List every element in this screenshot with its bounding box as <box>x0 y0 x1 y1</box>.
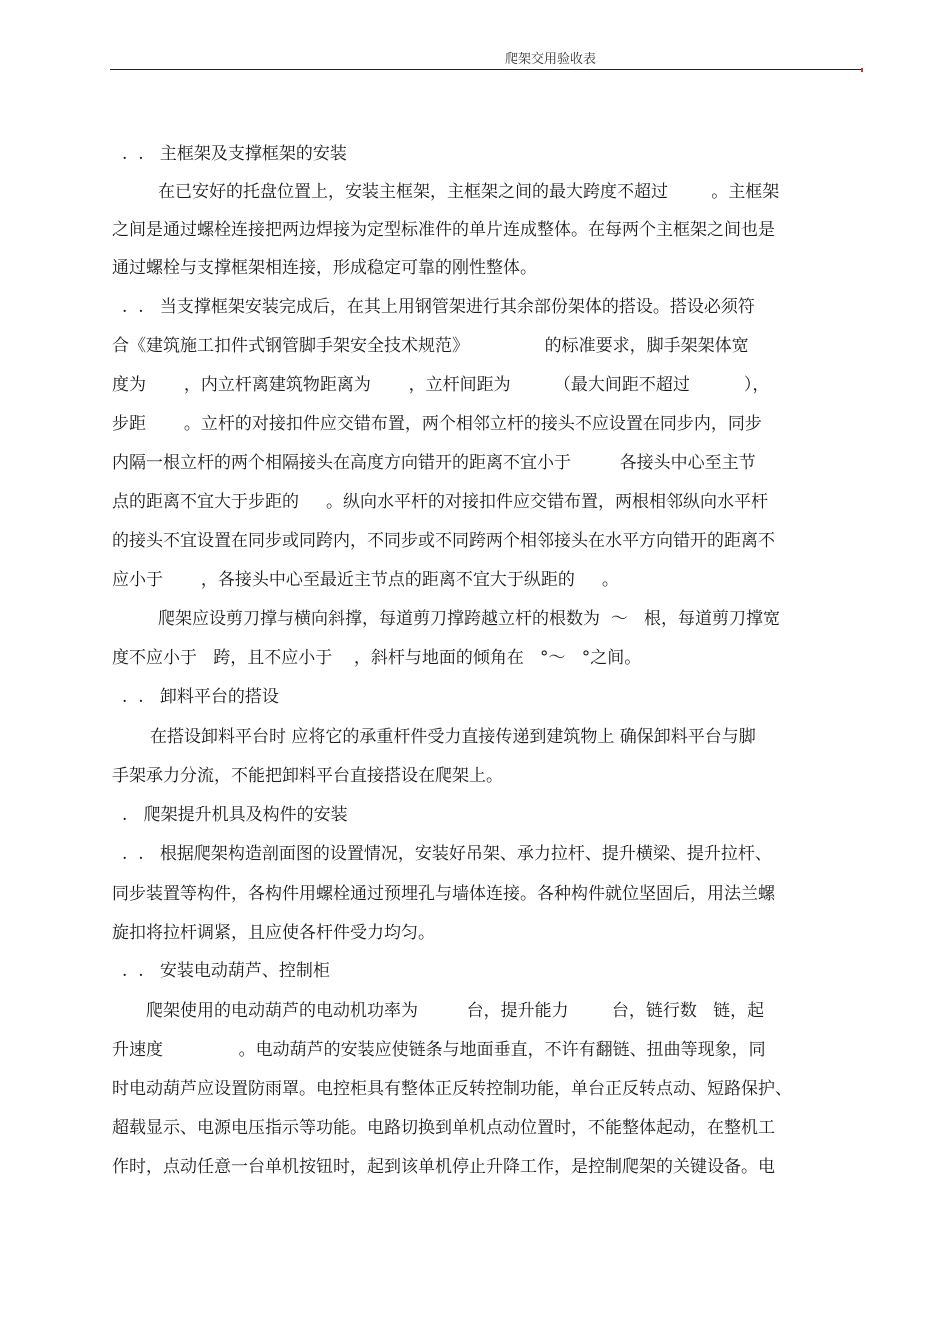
body-line: 同步装置等构件，各构件用螺栓通过预埋孔与墙体连接。各种构件就位坚固后，用法兰螺 <box>112 884 775 904</box>
section-heading-lifting-equipment: . 爬架提升机具及构件的安装 <box>122 805 348 825</box>
header-mark <box>861 68 863 72</box>
body-line: 超载显示、电源电压指示等功能。电路切换到单机点动位置时，不能整体起动，在整机工 <box>112 1118 775 1138</box>
body-line: 爬架应设剪刀撑与横向斜撑，每道剪刀撑跨越立杆的根数为 ～ 根，每道剪刀撑宽 <box>158 609 781 629</box>
body-line: 度不应小于 跨，且不应小于 ，斜杆与地面的倾角在 °～ °之间。 <box>112 648 642 668</box>
body-line: 步距 。立杆的对接扣件应交错布置，两个相邻立杆的接头不应设置在同步内，同步 <box>112 414 762 434</box>
body-line: 旋扣将拉杆调紧，且应使各杆件受力均匀。 <box>112 923 435 943</box>
body-line: 通过螺栓与支撑框架相连接，形成稳定可靠的刚性整体。 <box>112 258 537 278</box>
section-heading-components: . . 根据爬架构造剖面图的设置情况，安装好吊架、承力拉杆、提升横梁、提升拉杆、 <box>122 844 772 864</box>
section-heading-unloading-platform: . . 卸料平台的搭设 <box>122 687 279 707</box>
body-line: 点的距离不宜大于步距的 。纵向水平杆的对接扣件应交错布置，两根相邻纵向水平杆 <box>112 492 769 512</box>
header-rule <box>110 69 862 70</box>
section-heading-main-frame: . . 主框架及支撑框架的安装 <box>122 144 347 164</box>
body-line: 的接头不宜设置在同步或同跨内，不同步或不同跨两个相邻接头在水平方向错开的距离不 <box>112 531 775 551</box>
body-line: 时电动葫芦应设置防雨罩。电控柜具有整体正反转控制功能，单台正反转点动、短路保护、 <box>112 1079 792 1099</box>
header-title: 爬架交用验收表 <box>505 52 597 67</box>
body-line: 作时，点动任意一台单机按钮时，起到该单机停止升降工作，是控制爬架的关键设备。电 <box>112 1157 775 1177</box>
section-heading-steel-frame: . . 当支撑框架安装完成后，在其上用钢管架进行其余部份架体的搭设。搭设必须符 <box>122 297 755 317</box>
body-line: 之间是通过螺栓连接把两边焊接为定型标准件的单片连成整体。在每两个主框架之间也是 <box>112 220 775 240</box>
body-line: 爬架使用的电动葫芦的电动机功率为 台，提升能力 台，链行数 链，起 <box>146 1001 765 1021</box>
body-line: 内隔一根立杆的两个相隔接头在高度方向错开的距离不宜小于 各接头中心至主节 <box>112 453 756 473</box>
body-line: 升速度 。电动葫芦的安装应使链条与地面垂直，不许有翻链、扭曲等现象，同 <box>112 1040 766 1060</box>
body-line: 在搭设卸料平台时 应将它的承重杆件受力直接传递到建筑物上 确保卸料平台与脚 <box>150 727 756 747</box>
body-line: 应小于 ，各接头中心至最近主节点的距离不宜大于纵距的 。 <box>112 570 619 590</box>
body-line: 度为 ，内立杆离建筑物距离为 ，立杆间距为 （最大间距不超过 ）， <box>112 375 770 395</box>
body-line: 手架承力分流，不能把卸料平台直接搭设在爬架上。 <box>112 766 503 786</box>
section-heading-hoist-control: . . 安装电动葫芦、控制柜 <box>122 961 330 981</box>
body-line: 在已安好的托盘位置上，安装主框架，主框架之间的最大跨度不超过 。主框架 <box>158 182 780 202</box>
body-line: 合《建筑施工扣件式钢管脚手架安全技术规范》 的标准要求，脚手架架体宽 <box>112 336 749 356</box>
